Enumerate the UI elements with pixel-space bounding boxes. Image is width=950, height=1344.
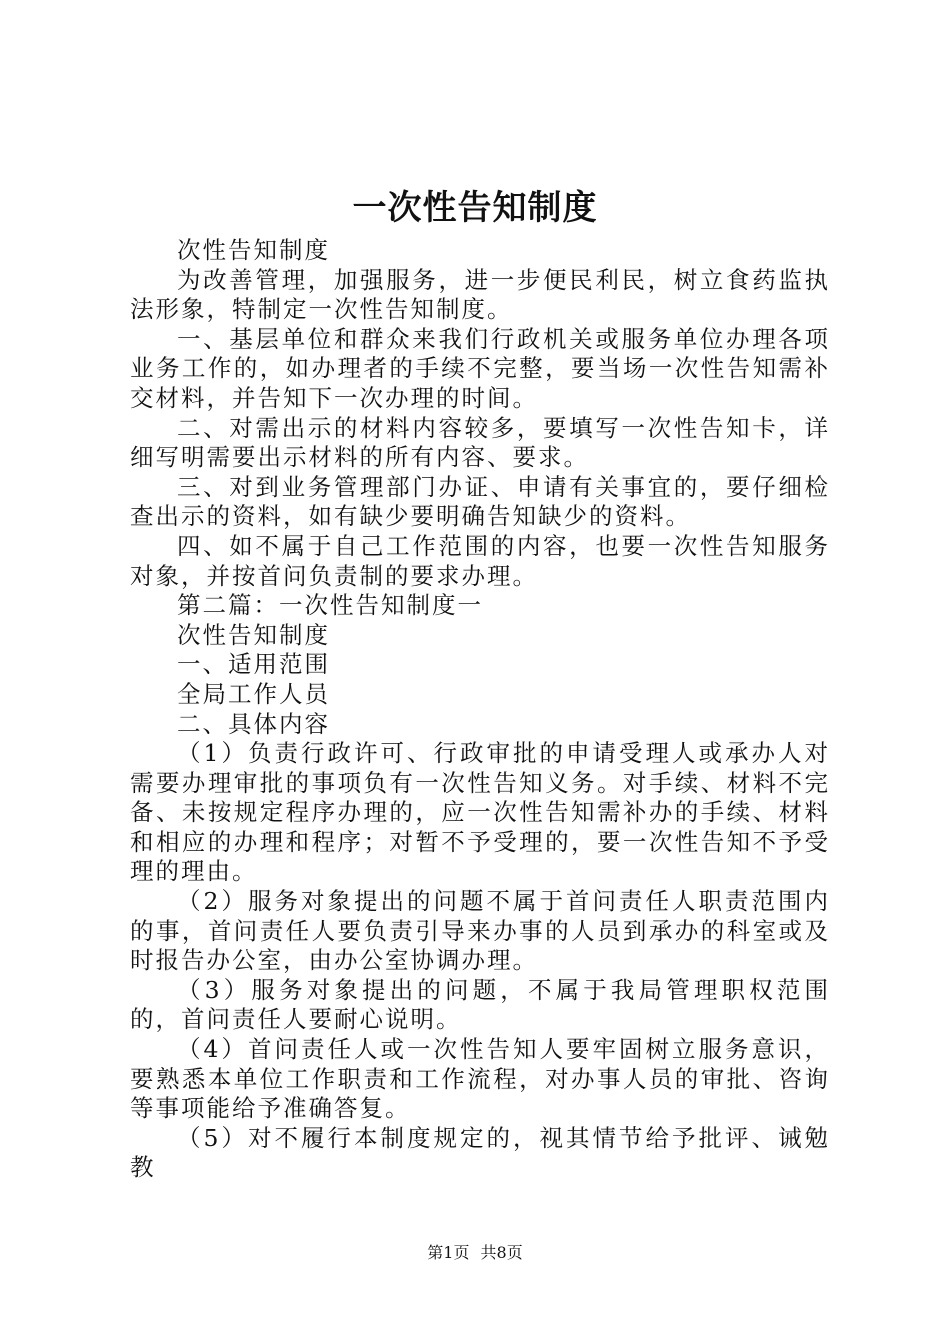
paragraph: 一、基层单位和群众来我们行政机关或服务单位办理各项业务工作的，如办理者的手续不完整，要当场一次性告知需补交材料，并告知下一次办理的时间。 — [130, 324, 830, 412]
document-body — [130, 236, 830, 1183]
page-footer — [0, 1242, 950, 1264]
paragraph: 全局工作人员 — [177, 679, 330, 708]
paragraph: 一、适用范围 — [177, 650, 330, 679]
paragraph: 二、具体内容 — [177, 709, 330, 738]
paragraph: 第二篇：一次性告知制度一 — [177, 591, 483, 620]
paragraph: 次性告知制度 — [177, 236, 330, 264]
paragraph: （4）首问责任人或一次性告知人要牢固树立服务意识，要熟悉本单位工作职责和工作流程，对办事人员的审批、咨询等事项能给予准确答复。 — [130, 1035, 830, 1123]
paragraph: （3）服务对象提出的问题，不属于我局管理职权范围的，首问责任人要耐心说明。 — [130, 975, 830, 1034]
paragraph: 三、对到业务管理部门办证、申请有关事宜的，要仔细检查出示的资料，如有缺少要明确告知缺少的资料。 — [130, 472, 830, 531]
paragraph: 二、对需出示的材料内容较多，要填写一次性告知卡，详细写明需要出示材料的所有内容、要求。 — [130, 413, 830, 472]
paragraph: （2）服务对象提出的问题不属于首问责任人职责范围内的事，首问责任人要负责引导来办事的人员到承办的科室或及时报告办公室，由办公室协调办理。 — [130, 887, 830, 975]
paragraph: 次性告知制度 — [177, 620, 330, 649]
paragraph: 为改善管理，加强服务，进一步便民利民，树立食药监执法形象，特制定一次性告知制度。 — [130, 265, 830, 324]
paragraph: （1）负责行政许可、行政审批的申请受理人或承办人对需要办理审批的事项负有一次性告知义务。对手续、材料不完备、未按规定程序办理的，应一次性告知需补办的手续、材料和相应的办理和程序；对暂不予受理的，要一次性告知不予受理的理由。 — [130, 739, 830, 886]
page-number: 第1页 — [427, 1243, 470, 1262]
document-title: 一次性告知制度 — [352, 188, 598, 228]
paragraph: 四、如不属于自己工作范围的内容，也要一次性告知服务对象，并按首问负责制的要求办理。 — [130, 531, 830, 590]
page-total: 共8页 — [480, 1243, 523, 1262]
paragraph: （5）对不履行本制度规定的，视其情节给予批评、诫勉教 — [130, 1123, 830, 1182]
